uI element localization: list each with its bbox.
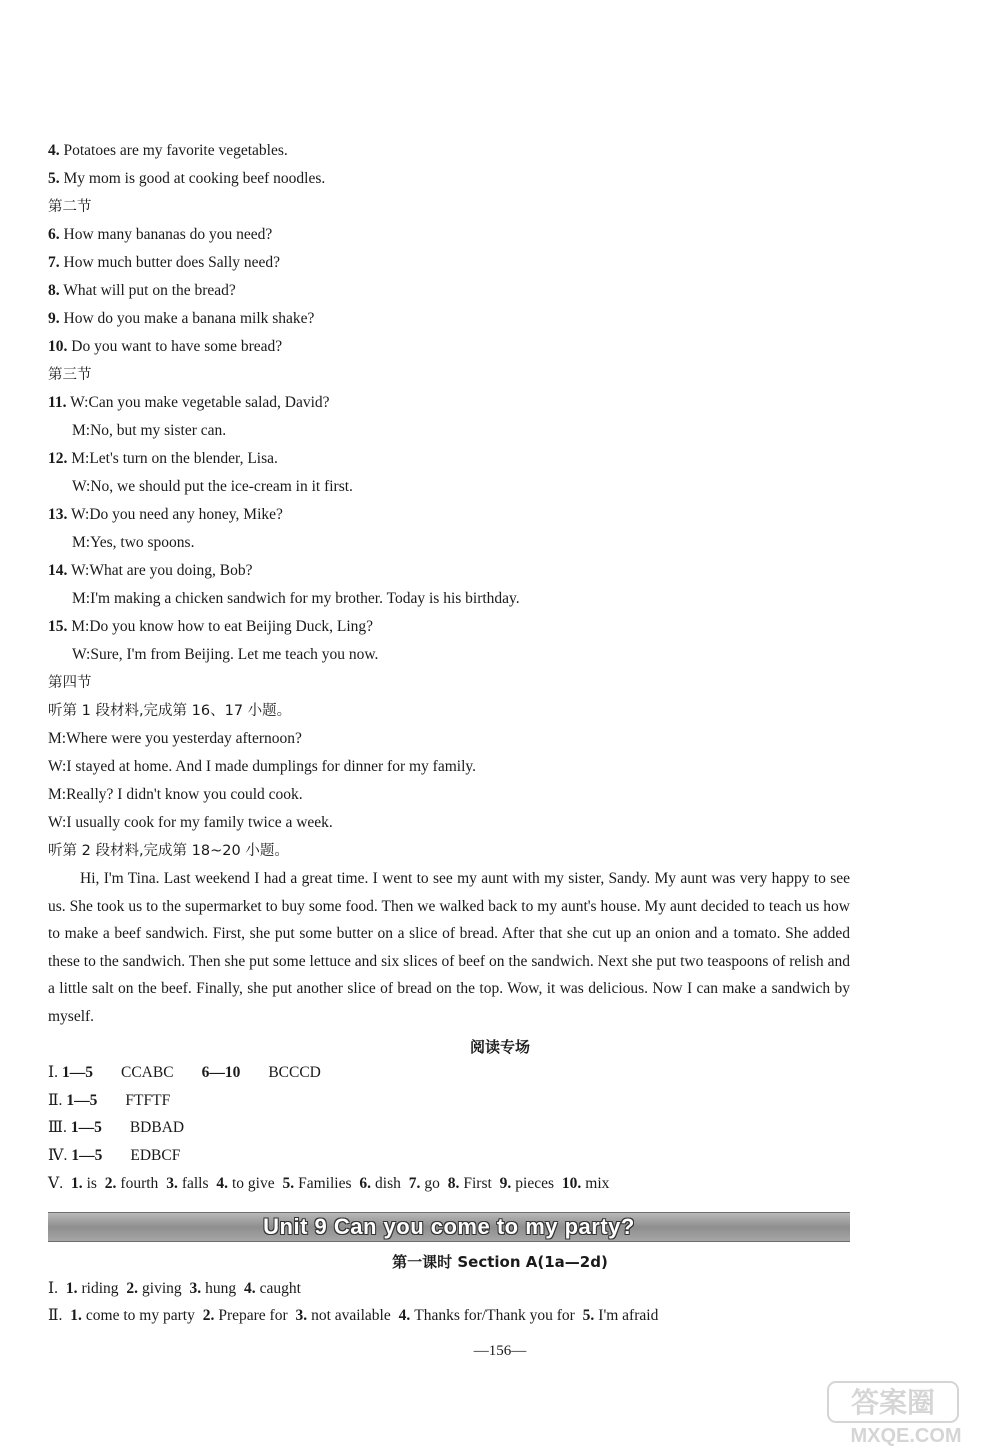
listening-line-6: 6. How many bananas do you need? xyxy=(48,226,273,243)
dialogue-11-a: 11. W:Can you make vegetable salad, David? xyxy=(48,394,330,411)
material1-line-2: W:I stayed at home. And I made dumplings for dinner for my family. xyxy=(48,758,477,775)
dialogue-15-a: 15. M:Do you know how to eat Beijing Duck, Ling? xyxy=(48,618,374,635)
dialogue-14-a: 14. W:What are you doing, Bob? xyxy=(48,562,253,579)
page-number: —156— xyxy=(473,1343,527,1359)
unit-title: Unit 9 Can you come to my party? xyxy=(263,1214,635,1239)
material1-line-4: W:I usually cook for my family twice a week. xyxy=(48,814,333,831)
watermark-text: 答案圈 xyxy=(850,1386,936,1419)
listening-line-5: 5. My mom is good at cooking beef noodles. xyxy=(48,170,326,187)
material2-intro: 听第 2 段材料,完成第 18~20 小题。 xyxy=(48,843,289,859)
material1-intro: 听第 1 段材料,完成第 16、17 小题。 xyxy=(48,703,292,719)
listening-line-10: 10. Do you want to have some bread? xyxy=(48,338,283,355)
dialogue-11-b: M:No, but my sister can. xyxy=(72,422,227,439)
dialogue-15-b: W:Sure, I'm from Beijing. Let me teach you now. xyxy=(72,646,379,663)
listening-line-4: 4. Potatoes are my favorite vegetables. xyxy=(48,142,288,159)
watermark-logo xyxy=(826,1378,986,1448)
unit-row-2: Ⅱ. 1. come to my party 2. Prepare for 3. not available 4. Thanks for/Thank you for 5. I'm afraid xyxy=(48,1307,659,1324)
reading-row-3: Ⅲ. 1—5 BDBAD xyxy=(48,1119,185,1136)
reading-row-5: Ⅴ. 1. is 2. fourth 3. falls 4. to give 5. Families 6. dish 7. go 8. First 9. pieces 10. mix xyxy=(48,1175,610,1192)
lesson-heading: 第一课时 Section A(1a—2d) xyxy=(392,1253,608,1271)
material2-paragraph: Hi, I'm Tina. Last weekend I had a great time. I went to see my aunt with my sister, Sandy. My aunt was very happy to see us. She took us to the supermarket to buy some food. Then we walked back to my aunt's house. My aunt decided to teach us how to make a beef sandwich. First, she put some butter on a slice of bread. After that she cut up an onion and a tomato. She added these to the sandwich. Then she put some lettuce and six slices of beef on the sandwich. Next she put two teaspoons of relish and a little salt on the beef. Finally, she put another slice of bread on the top. Wow, it was delicious. Now I can make a sandwich by myself. xyxy=(48,870,850,1025)
reading-row-1: Ⅰ. 1—5 CCABC 6—10 BCCCD xyxy=(48,1064,321,1081)
reading-heading: 阅读专场 xyxy=(469,1038,530,1056)
dialogue-13-a: 13. W:Do you need any honey, Mike? xyxy=(48,506,283,523)
material1-line-3: M:Really? I didn't know you could cook. xyxy=(48,786,303,803)
reading-row-4: Ⅳ. 1—5 EDBCF xyxy=(48,1147,181,1164)
unit-title-banner xyxy=(48,1212,850,1242)
listening-line-9: 9. How do you make a banana milk shake? xyxy=(48,310,315,327)
dialogue-12-b: W:No, we should put the ice-cream in it first. xyxy=(72,478,353,495)
watermark-icon xyxy=(826,1378,986,1448)
unit-row-1: Ⅰ. 1. riding 2. giving 3. hung 4. caught xyxy=(48,1280,301,1297)
material1-line-1: M:Where were you yesterday afternoon? xyxy=(48,730,302,747)
reading-row-2: Ⅱ. 1—5 FTFTF xyxy=(48,1092,171,1109)
section2-label: 第二节 xyxy=(48,199,92,215)
dialogue-13-b: M:Yes, two spoons. xyxy=(72,534,195,551)
section3-label: 第三节 xyxy=(48,367,92,383)
watermark-subtext: MXQE.COM xyxy=(850,1425,962,1447)
section4-label: 第四节 xyxy=(48,675,92,691)
dialogue-12-a: 12. M:Let's turn on the blender, Lisa. xyxy=(48,450,278,467)
listening-line-8: 8. What will put on the bread? xyxy=(48,282,236,299)
dialogue-14-b: M:I'm making a chicken sandwich for my brother. Today is his birthday. xyxy=(72,590,520,607)
listening-line-7: 7. How much butter does Sally need? xyxy=(48,254,281,271)
